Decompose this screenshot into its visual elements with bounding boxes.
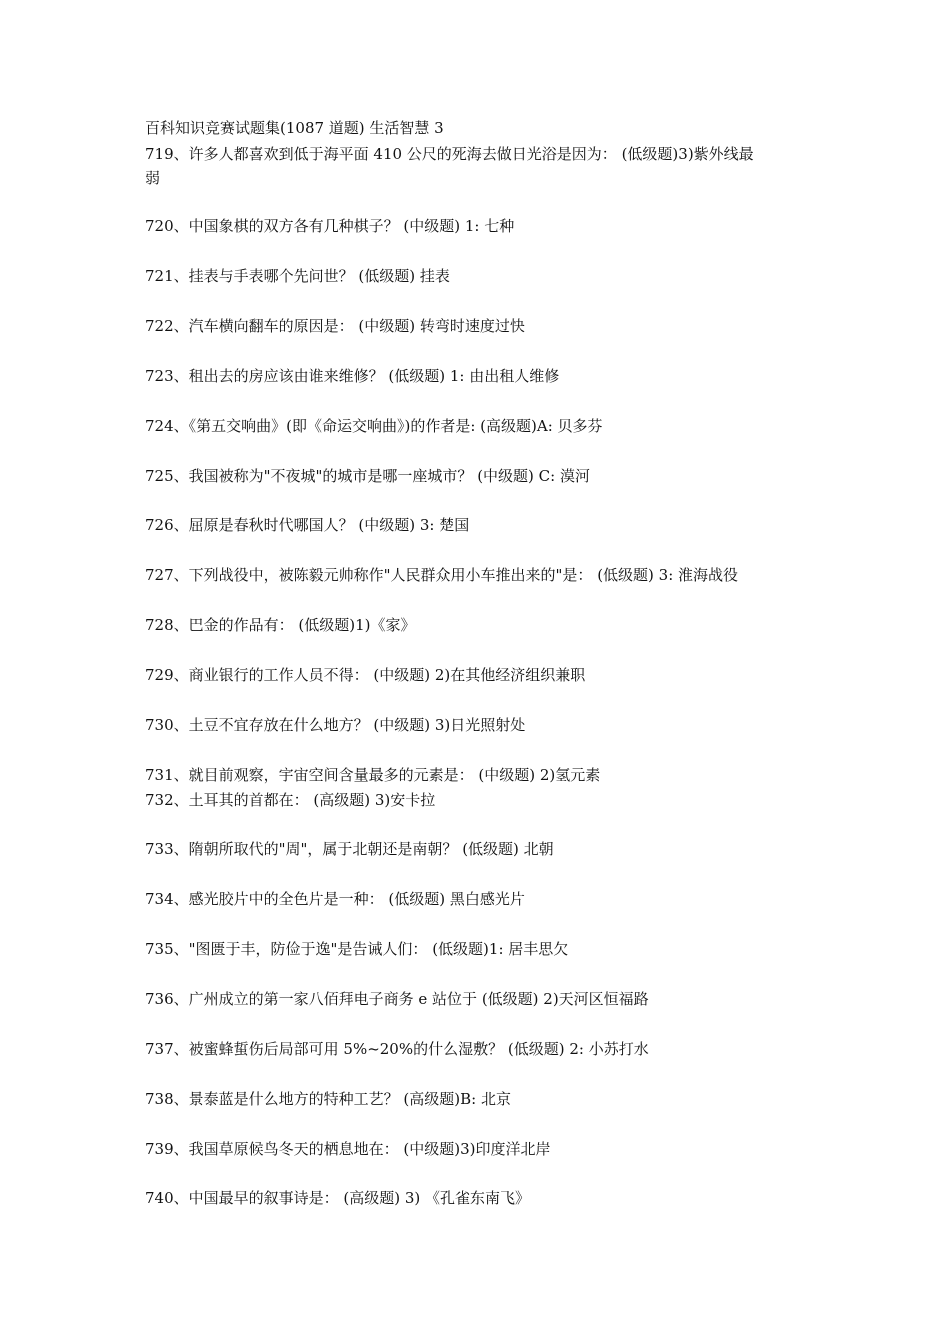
question-735: 735、"图匮于丰，防俭于逸"是告诫人们： (低级题)1: 居丰思欠: [145, 940, 569, 958]
question-738: 738、景泰蓝是什么地方的特种工艺？ (高级题)B: 北京: [145, 1090, 511, 1108]
question-729: 729、商业银行的工作人员不得： (中级题) 2)在其他经济组织兼职: [145, 666, 586, 684]
question-727: 727、下列战役中，被陈毅元帅称作"人民群众用小车推出来的"是： (低级题) 3: 淮海战役: [145, 566, 739, 584]
question-719-line-2: 弱: [145, 169, 161, 187]
question-734: 734、感光胶片中的全色片是一种： (低级题) 黑白感光片: [145, 890, 525, 908]
question-736: 736、广州成立的第一家八佰拜电子商务 e 站位于 (低级题) 2)天河区恒福路: [145, 990, 649, 1008]
question-719-line-1: 719、许多人都喜欢到低于海平面 410 公尺的死海去做日光浴是因为： (低级题)3)紫外线最: [145, 145, 754, 163]
question-726: 726、屈原是春秋时代哪国人？ (中级题) 3: 楚国: [145, 516, 470, 534]
question-730: 730、土豆不宜存放在什么地方？ (中级题) 3)日光照射处: [145, 716, 526, 734]
question-721: 721、挂表与手表哪个先问世？ (低级题) 挂表: [145, 267, 450, 285]
question-740: 740、中国最早的叙事诗是： (高级题) 3) 《孔雀东南飞》: [145, 1189, 531, 1207]
question-722: 722、汽车横向翻车的原因是： (中级题) 转弯时速度过快: [145, 317, 525, 335]
question-739: 739、我国草原候鸟冬天的栖息地在： (中级题)3)印度洋北岸: [145, 1140, 551, 1158]
question-728: 728、巴金的作品有： (低级题)1)《家》: [145, 616, 416, 634]
document-title: 百科知识竞赛试题集(1087 道题) 生活智慧 3: [145, 119, 444, 137]
question-725: 725、我国被称为"不夜城"的城市是哪一座城市？ (中级题) C: 漠河: [145, 467, 590, 485]
question-723: 723、租出去的房应该由谁来维修？ (低级题) 1: 由出租人维修: [145, 367, 560, 385]
question-724: 724、《第五交响曲》(即《命运交响曲》)的作者是: (高级题)A: 贝多芬: [145, 417, 603, 435]
question-732: 732、土耳其的首都在： (高级题) 3)安卡拉: [145, 791, 436, 809]
question-737: 737、被蜜蜂蜇伤后局部可用 5%~20%的什么湿敷？ (低级题) 2: 小苏打水: [145, 1040, 649, 1058]
question-720: 720、中国象棋的双方各有几种棋子？ (中级题) 1: 七种: [145, 217, 515, 235]
question-731: 731、就目前观察，宇宙空间含量最多的元素是： (中级题) 2)氢元素: [145, 766, 601, 784]
question-733: 733、隋朝所取代的"周"，属于北朝还是南朝？ (低级题) 北朝: [145, 840, 554, 858]
